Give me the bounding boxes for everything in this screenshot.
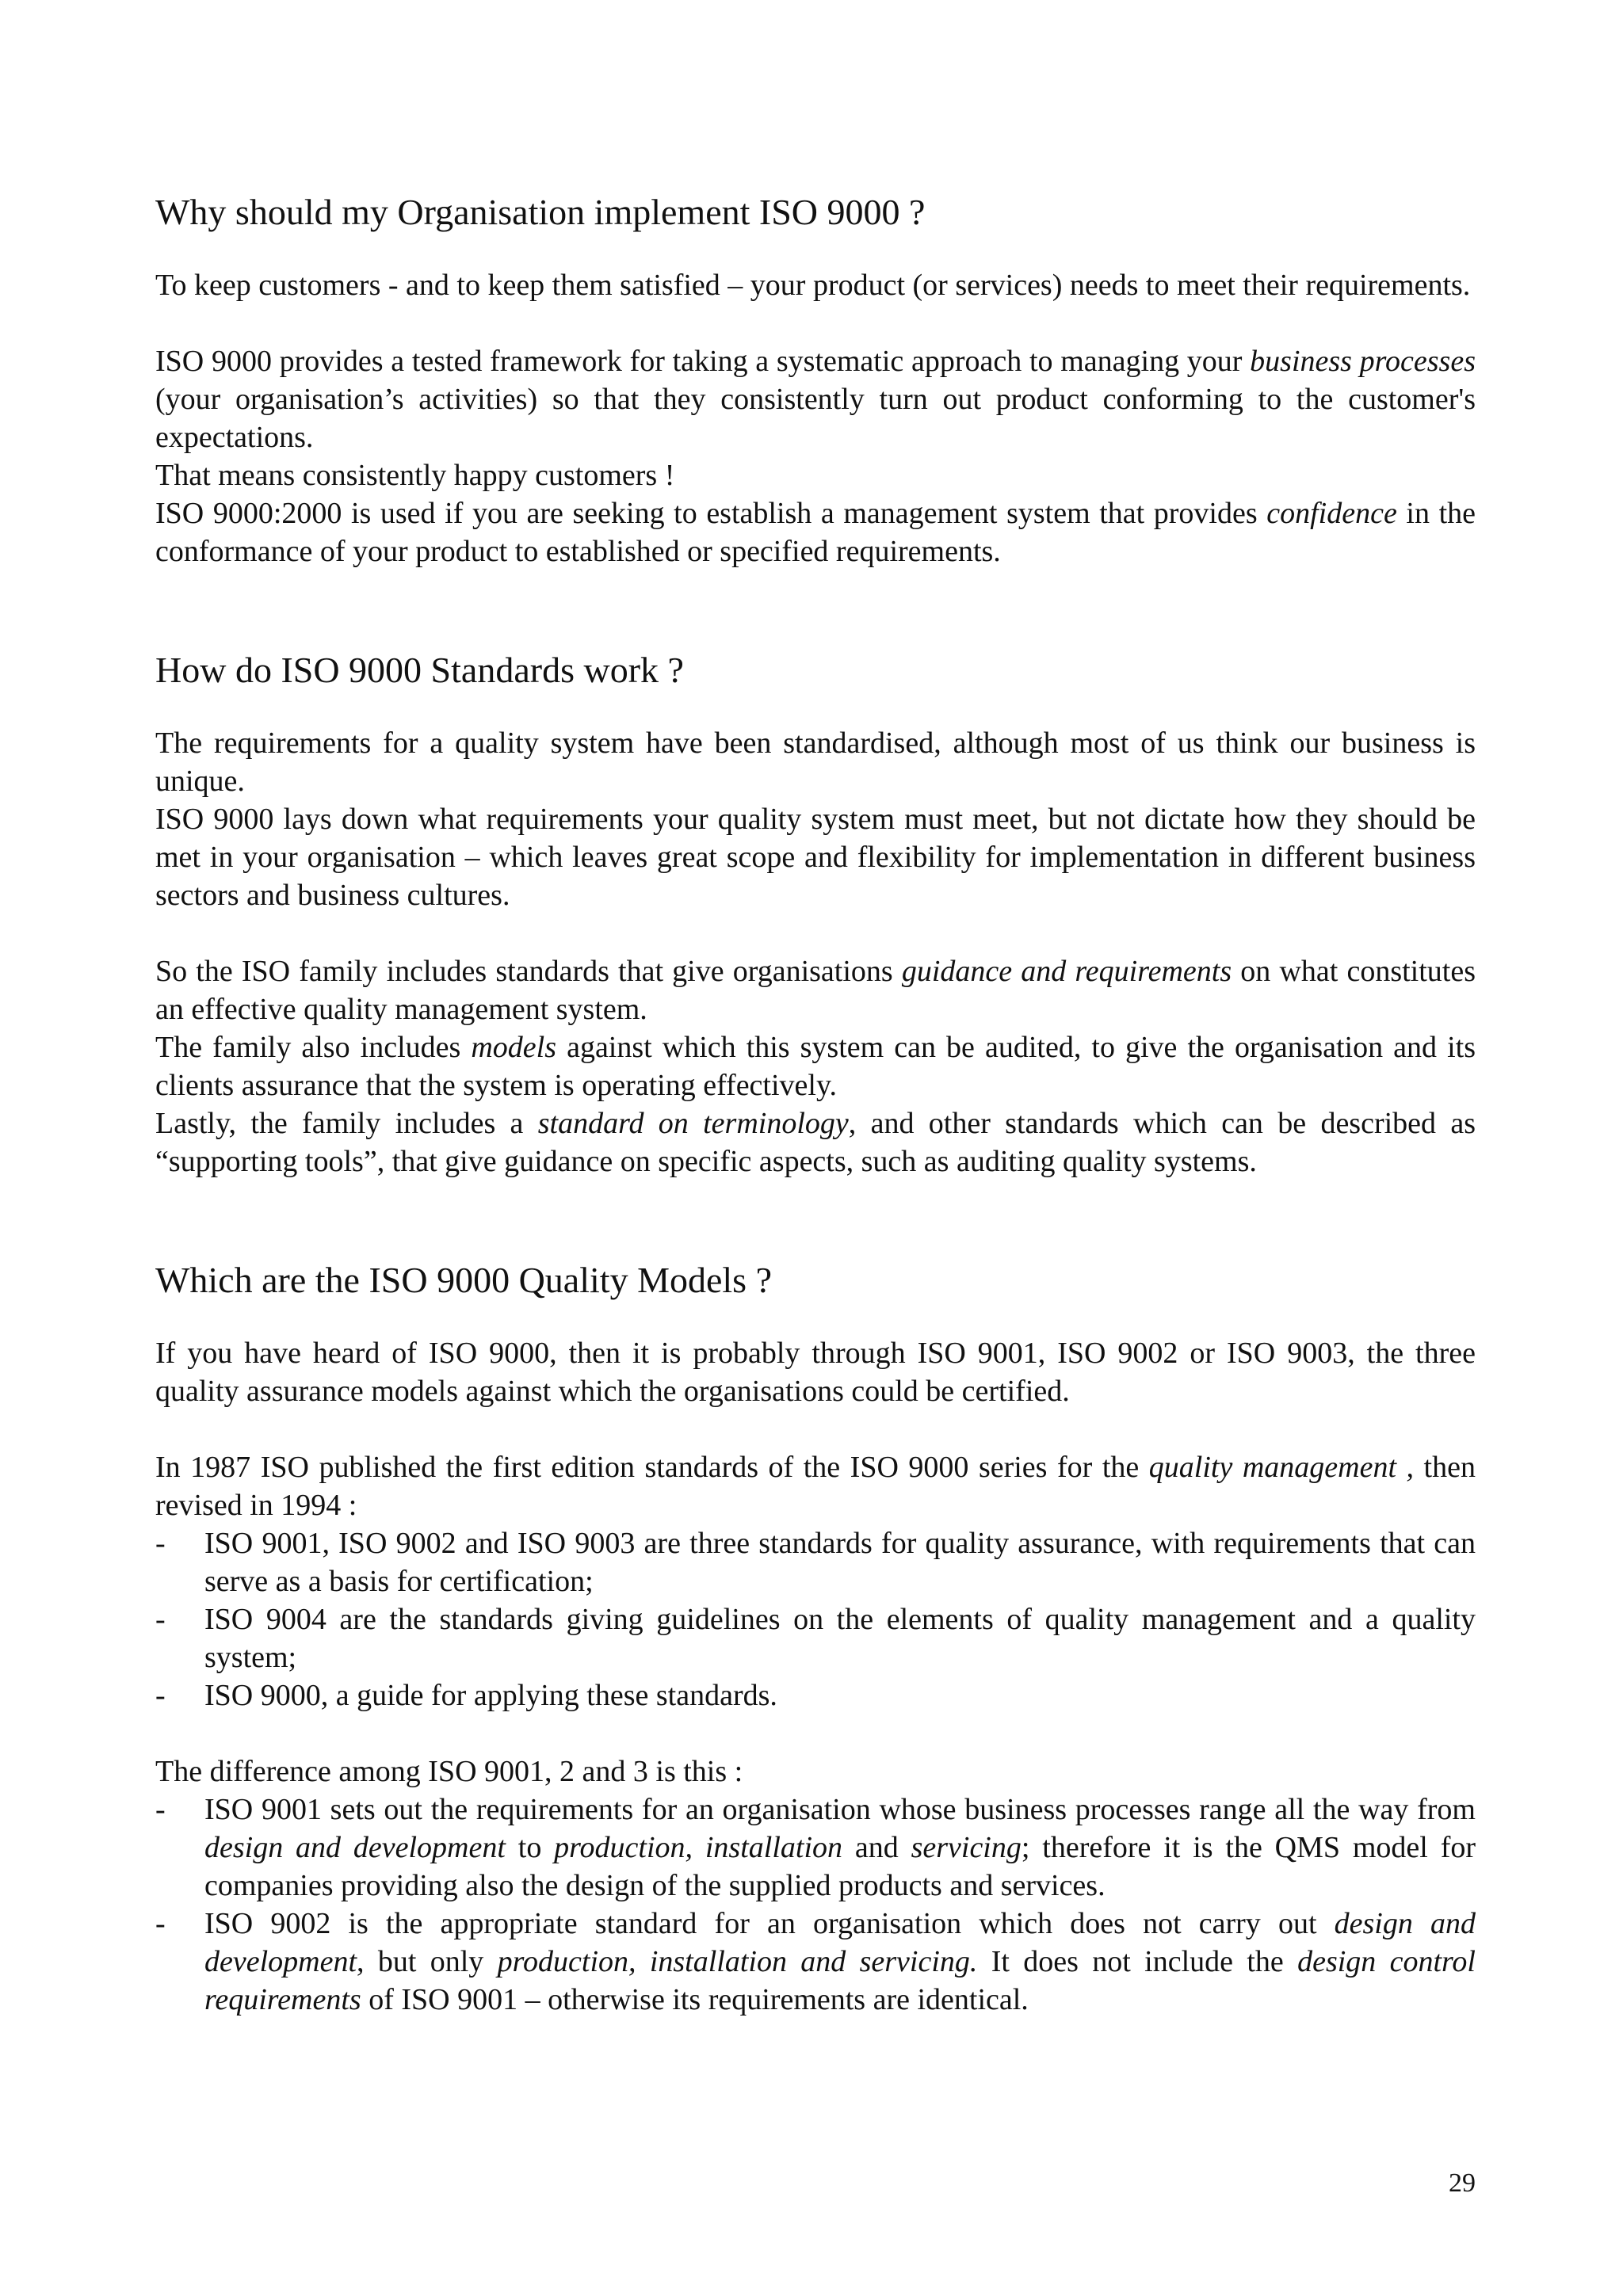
italic-run: production, installation and servicing. [497,1945,978,1978]
text-run: then revised in 1994 : [155,1451,1476,1522]
italic-run: confidence [1266,497,1397,530]
list-item [155,1791,1476,1905]
page-number: 29 [1449,2168,1476,2198]
text-run: , but only [357,1945,498,1978]
text-run: The family also includes [155,1031,472,1064]
text-run: against which this system can be audited, to give the organisation and its clients assurance that the system is operating effectively. [155,1031,1476,1102]
paragraph [155,1028,1476,1104]
text-run: So the ISO family includes standards that give organisations [155,955,902,988]
text-run: Lastly, the family includes a [155,1107,538,1140]
dash-bullet: - [155,1907,166,1940]
text-run: It does not include the [977,1945,1298,1978]
text-run: ISO 9001 sets out the requirements for an organisation whose business processes range all the way from [204,1793,1476,1826]
list-item [155,1524,1476,1600]
paragraph: If you have heard of ISO 9000, then it is probably through ISO 9001, ISO 9002 or ISO 9003, the three quality assurance models against which the organisations could be certified. [155,1337,1476,1408]
standards-list [155,1524,1476,1714]
italic-run: business processes [1250,345,1476,378]
italic-run: models [471,1031,557,1064]
list-item [155,1600,1476,1676]
paragraph: That means consistently happy customers ! [155,459,675,492]
dash-bullet: - [155,1603,166,1636]
list-item-text: ISO 9000, a guide for applying these standards. [204,1679,777,1712]
paragraph [155,342,1476,456]
list-item-text: ISO 9001, ISO 9002 and ISO 9003 are three standards for quality assurance, with requirements that can serve as a basis for certification; [204,1527,1476,1598]
list-item-text: ISO 9004 are the standards giving guidelines on the elements of quality management and a quality system; [204,1603,1476,1674]
difference-list [155,1791,1476,2019]
italic-run: design and development [204,1907,1476,1978]
section-heading-how: How do ISO 9000 Standards work ? [155,650,684,690]
text-run: , and other standards which can be described as “supporting tools”, that give guidance on specific aspects, such as auditing quality systems. [155,1107,1476,1178]
paragraph: To keep customers - and to keep them satisfied – your product (or services) needs to meet their requirements. [155,269,1471,302]
dash-bullet: - [155,1679,166,1712]
paragraph [155,494,1476,570]
text-run: ISO 9000:2000 is used if you are seeking to establish a management system that provides [155,497,1267,530]
list-item [155,1905,1476,2019]
paragraph [155,1104,1476,1180]
text-run: ISO 9002 is the appropriate standard for an organisation which does not carry out [204,1907,1335,1940]
section-heading-which: Which are the ISO 9000 Quality Models ? [155,1260,772,1300]
italic-run: design control requirements [204,1945,1476,2016]
text-run: on what constitutes an effective quality management system. [155,955,1476,1026]
text-run: ISO 9000 provides a tested framework for taking a systematic approach to managing your [155,345,1251,378]
text-run: In 1987 ISO published the first edition standards of the ISO 9000 series for the [155,1451,1149,1484]
paragraph: The difference among ISO 9001, 2 and 3 is this : [155,1755,743,1788]
italic-run: standard on terminology [537,1107,849,1140]
italic-run: guidance and requirements [901,955,1232,988]
paragraph [155,1448,1476,1524]
list-item [155,1676,1476,1714]
text-run: (your organisation’s activities) so that they consistently turn out product conforming to the customer's expectations. [155,383,1476,454]
section-heading-why: Why should my Organisation implement ISO 9000 ? [155,192,926,232]
dash-bullet: - [155,1527,166,1560]
text-run: to [505,1831,555,1864]
italic-run: production, installation [554,1831,843,1864]
paragraph: ISO 9000 lays down what requirements your quality system must meet, but not dictate how they should be met in your organisation – which leaves great scope and flexibility for implementation in different business sectors and business cultures. [155,803,1476,912]
paragraph: The requirements for a quality system have been standardised, although most of us think our business is unique. [155,727,1476,798]
dash-bullet: - [155,1793,166,1826]
paragraph [155,952,1476,1028]
italic-run: quality management , [1148,1451,1415,1484]
text-run: ; therefore it is the QMS model for companies providing also the design of the supplied products and services. [204,1831,1476,1902]
text-run: and [842,1831,911,1864]
text-run: of ISO 9001 – otherwise its requirements are identical. [361,1983,1029,2016]
italic-run: design and development [204,1831,506,1864]
document-page [155,190,1476,2019]
text-run: in the conformance of your product to established or specified requirements. [155,497,1476,568]
italic-run: servicing [911,1831,1022,1864]
